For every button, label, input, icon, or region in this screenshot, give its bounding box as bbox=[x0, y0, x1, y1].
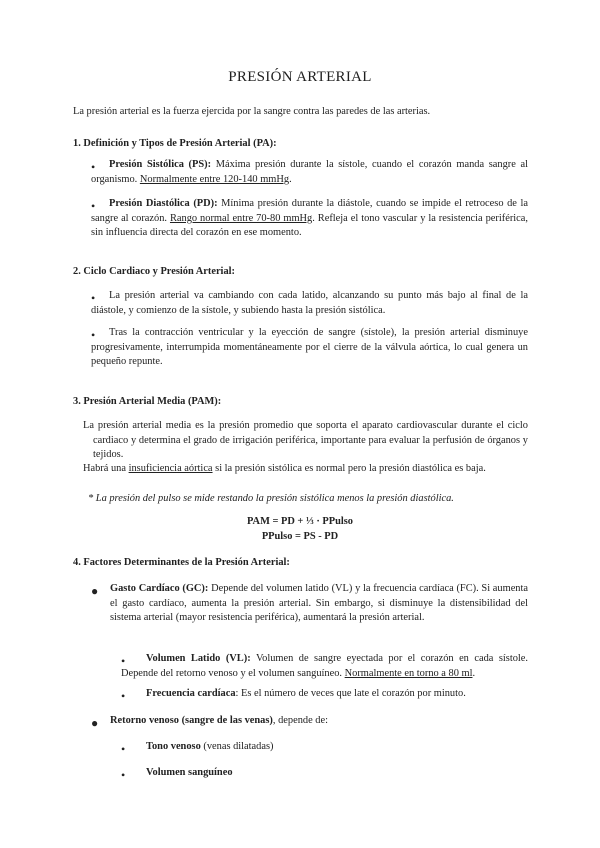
aortic-pre: Habrá una bbox=[83, 463, 129, 474]
pd-label: Presión Diastólica (PD): bbox=[109, 198, 218, 209]
gc-label: Gasto Cardíaco (GC): bbox=[110, 583, 209, 594]
bullet-icon: • bbox=[91, 160, 96, 174]
bullet-icon: • bbox=[91, 199, 96, 213]
section-2-heading: 2. Ciclo Cardiaco y Presión Arterial: bbox=[73, 266, 235, 277]
vl-text: Volumen de sangre eyectada por el corazón en cada sístole. Depende del retorno venoso y el volumen sanguíneo. bbox=[121, 653, 528, 679]
vl-bullet bbox=[121, 652, 528, 681]
ps-bullet bbox=[91, 158, 528, 187]
s2-bullet-2: Tras la contracción ventricular y la eyección de sangre (sístole), la presión arterial disminuye progresivamente, interrumpida momentáneamente por el cierre de la válvula aórtica, lo cual genera un pequeño repunte. bbox=[91, 327, 528, 368]
bullet-icon: • bbox=[91, 291, 96, 305]
filled-bullet-icon: ● bbox=[91, 584, 99, 598]
bullet-icon: • bbox=[121, 654, 126, 668]
intro-paragraph: La presión arterial es la fuerza ejercida por la sangre contra las paredes de las arterias. bbox=[73, 106, 431, 117]
bullet-icon: • bbox=[91, 328, 96, 342]
pd-range: Rango normal entre 70-80 mmHg bbox=[169, 212, 313, 224]
formula-pam: PAM = PD + ⅓ · PPulso bbox=[246, 516, 354, 527]
vl-underlined: Normalmente en torno a 80 ml bbox=[344, 667, 473, 679]
ps-range: Normalmente entre 120-140 mmHg bbox=[139, 173, 290, 185]
pd-text: Mínima presión durante la diástole, cuando se impide el retroceso de la sangre al corazón. bbox=[91, 198, 528, 224]
formula-ppulso: PPulso = PS - PD bbox=[261, 531, 339, 542]
pd-bullet bbox=[91, 197, 528, 241]
rv-bullet bbox=[110, 714, 528, 729]
tv-bullet bbox=[146, 740, 528, 755]
rv-label: Retorno venoso (sangre de las venas) bbox=[110, 715, 273, 726]
fc-text: : Es el número de veces que late el corazón por minuto. bbox=[235, 688, 466, 699]
page-title: PRESIÓN ARTERIAL bbox=[228, 69, 372, 85]
ps-label: Presión Sistólica (PS): bbox=[109, 159, 212, 170]
tv-text: (venas dilatadas) bbox=[200, 741, 274, 752]
vs-label: Volumen sanguíneo bbox=[146, 767, 233, 778]
gc-text: Depende del volumen latido (VL) y la frecuencia cardíaca (FC). Si aumenta el gasto cardíaco, aumenta la presión arterial. Sin embargo, si disminuye la distensibilidad del sistema arterial (mayor resistencia periférica), aumentará la presión arterial. bbox=[110, 583, 528, 624]
section-4-heading: 4. Factores Determinantes de la Presión Arterial: bbox=[73, 557, 290, 568]
vl-end: . bbox=[472, 667, 476, 679]
vl-label: Volumen Latido (VL): bbox=[146, 653, 251, 664]
rv-text: , depende de: bbox=[272, 715, 328, 726]
ps-end: . bbox=[289, 173, 292, 185]
vs-bullet bbox=[146, 766, 528, 781]
filled-bullet-icon: ● bbox=[91, 716, 99, 730]
aortic-line bbox=[83, 462, 533, 477]
section-3-heading: 3. Presión Arterial Media (PAM): bbox=[73, 396, 222, 407]
tv-label: Tono venoso bbox=[146, 741, 201, 752]
fc-label: Frecuencia cardíaca bbox=[146, 688, 236, 699]
bullet-icon: • bbox=[121, 742, 126, 756]
section-1-heading: 1. Definición y Tipos de Presión Arterial (PA): bbox=[73, 138, 277, 149]
ps-text: Máxima presión durante la sístole, cuando el corazón manda sangre al organismo. bbox=[91, 159, 529, 185]
gc-bullet bbox=[110, 582, 528, 626]
bullet-icon: • bbox=[121, 689, 126, 703]
aortic-post: si la presión sistólica es normal pero la presión diastólica es baja. bbox=[212, 463, 486, 474]
fc-bullet bbox=[146, 687, 528, 702]
pd-end: . Refleja el tono vascular y la resistencia periférica, sin influencia directa del corazón en ese momento. bbox=[91, 212, 528, 239]
pam-paragraph: La presión arterial media es la presión promedio que soporta el aparato cardiovascular durante el ciclo cardiaco y determina el grado de irrigación periférica, importante para evaluar la perfusión de órganos y tejidos. bbox=[83, 420, 528, 461]
pulse-pressure-note: * La presión del pulso se mide restando la presión sistólica menos la presión diastólica. bbox=[88, 493, 454, 504]
aortic-underlined: insuficiencia aórtica bbox=[128, 463, 213, 474]
s2-bullet-1: La presión arterial va cambiando con cada latido, alcanzando su punto más bajo al final de la diástole, y comienzo de la sístole, y subiendo hasta la presión sistólica. bbox=[91, 290, 528, 316]
bullet-icon: • bbox=[121, 768, 126, 782]
